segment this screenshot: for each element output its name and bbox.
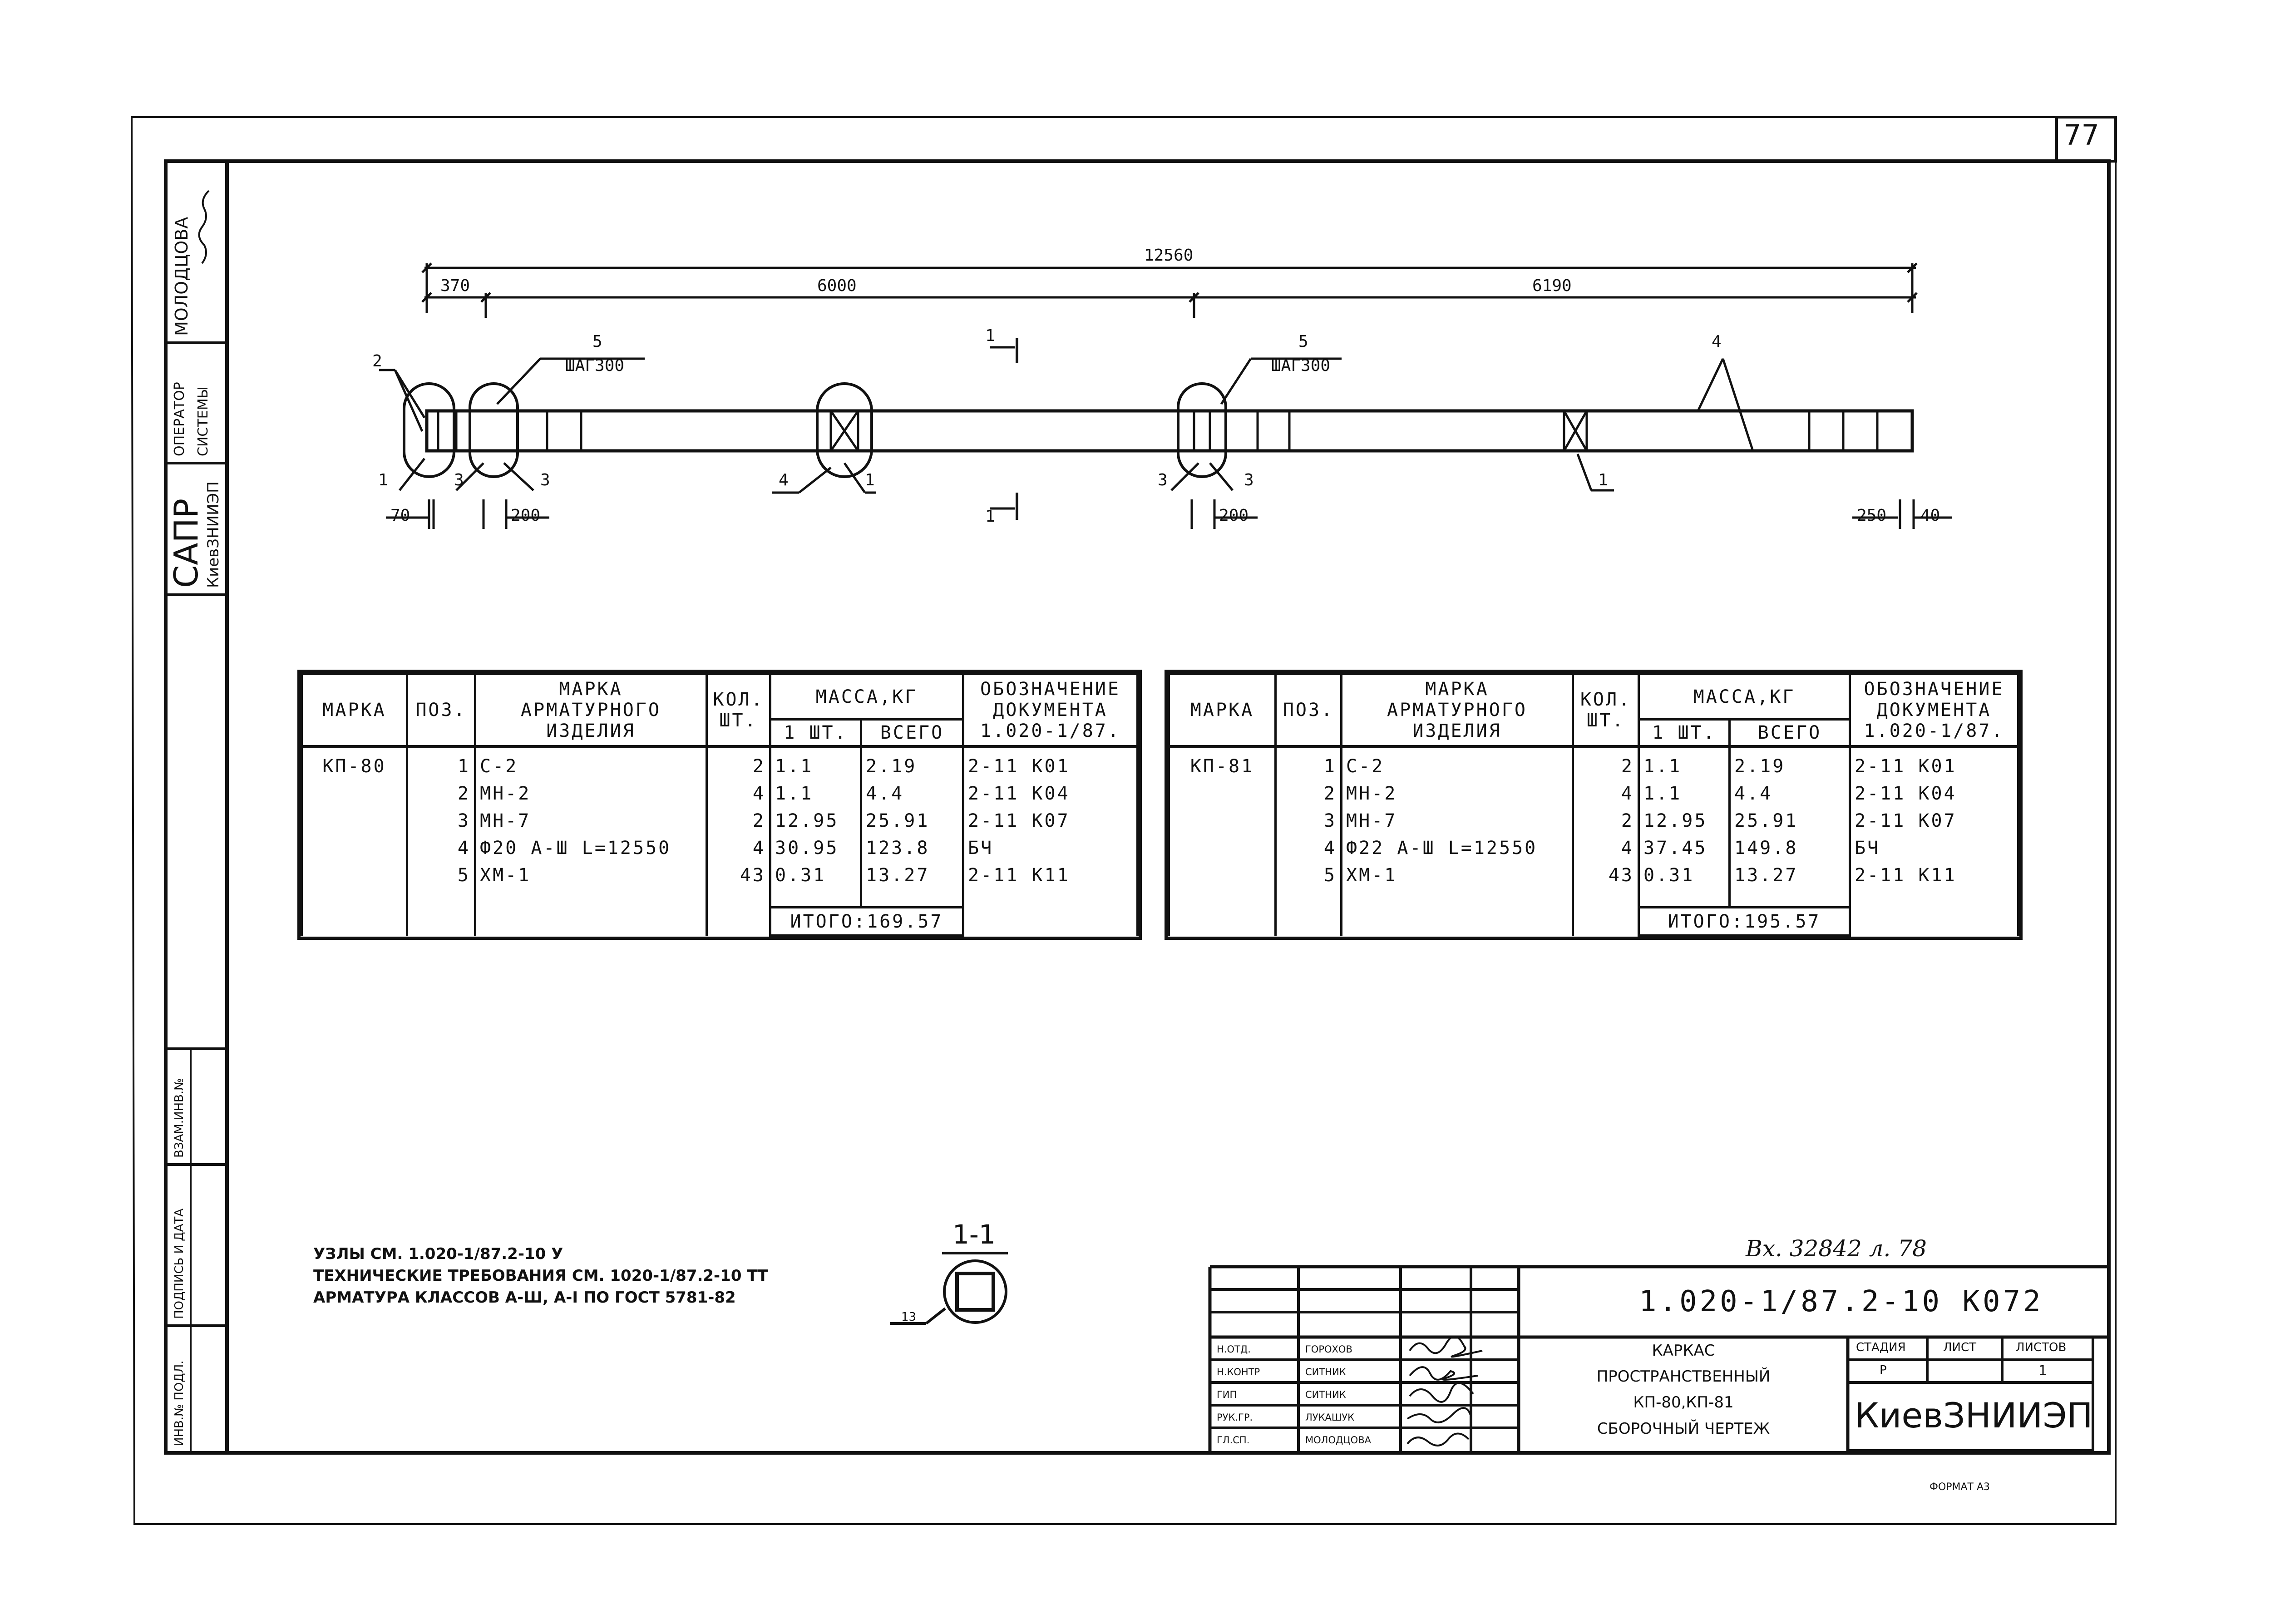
sheets-value: 1 <box>2038 1363 2048 1379</box>
name-2: СИТНИК <box>1305 1367 1346 1377</box>
header-one: 1 ШТ. <box>1639 720 1730 747</box>
note-nodes: УЗЛЫ СМ. 1.020-1/87.2-10 У <box>313 1245 563 1263</box>
dim-6190: 6190 <box>1532 276 1572 295</box>
col-vsego: 2.19 4.4 25.91 149.8 13.27 <box>1730 747 1850 908</box>
pos-1-c: 1 <box>1598 471 1608 489</box>
col-vsego: 2.19 4.4 25.91 123.8 13.27 <box>861 747 963 908</box>
header-massa: МАССА,КГ <box>770 674 963 720</box>
registration-note: Вх. 32842 л. 78 <box>1746 1235 1927 1262</box>
col-one: 1.1 1.1 12.95 30.95 0.31 <box>770 747 861 908</box>
role-4: РУК.ГР. <box>1217 1412 1253 1423</box>
header-poz: ПОЗ. <box>407 674 475 747</box>
sidebar-system: САПР <box>167 498 205 588</box>
dim-370: 370 <box>440 276 470 295</box>
sheet-label: ЛИСТ <box>1943 1341 1977 1354</box>
note-tech-req: ТЕХНИЧЕСКИЕ ТРЕБОВАНИЯ СМ. 1020-1/87.2-10 ТТ <box>313 1267 768 1285</box>
pos-5-right: 5 <box>1298 332 1308 351</box>
pos-2: 2 <box>372 352 382 370</box>
header-kol: КОЛ. ШТ. <box>707 674 770 747</box>
sidebar-vzam-inv: ВЗАМ.ИНВ.№ <box>173 1078 186 1158</box>
step-left: ШАГ300 <box>565 356 625 375</box>
col-doc: 2-11 К01 2-11 К04 2-11 К07 БЧ 2-11 К11 <box>1850 747 2018 936</box>
col-kol: 2 4 2 4 43 <box>1573 747 1639 936</box>
role-5: ГЛ.СП. <box>1217 1435 1250 1446</box>
header-izdelie: МАРКА АРМАТУРНОГО ИЗДЕЛИЯ <box>475 674 707 747</box>
note-rebar-class: АРМАТУРА КЛАССОВ А-Ш, А-I ПО ГОСТ 5781-82 <box>313 1288 736 1307</box>
header-massa: МАССА,КГ <box>1639 674 1850 720</box>
format-label: ФОРМАТ А3 <box>1930 1481 1990 1493</box>
cell-marka: КП-80 <box>302 747 407 936</box>
header-doc: ОБОЗНАЧЕНИЕ ДОКУМЕНТА 1.020-1/87. <box>1850 674 2018 747</box>
name-4: ЛУКАШУК <box>1305 1412 1355 1423</box>
header-marka: МАРКА <box>302 674 407 747</box>
col-doc: 2-11 К01 2-11 К04 2-11 К07 БЧ 2-11 К11 <box>963 747 1138 936</box>
header-vsego: ВСЕГО <box>1730 720 1850 747</box>
header-doc: ОБОЗНАЧЕНИЕ ДОКУМЕНТА 1.020-1/87. <box>963 674 1138 747</box>
header-one: 1 ШТ. <box>770 720 861 747</box>
spec-table-kp80 <box>297 670 1142 940</box>
dim-250: 250 <box>1857 506 1887 525</box>
sheet-number: 77 <box>2063 118 2099 152</box>
name-3: СИТНИК <box>1305 1389 1346 1400</box>
document-code: 1.020-1/87.2-10 К072 <box>1639 1285 2043 1318</box>
pos-1-a: 1 <box>378 471 388 489</box>
section-pos: 13 <box>901 1310 917 1324</box>
pos-3-a: 3 <box>454 471 464 489</box>
dim-total: 12560 <box>1144 246 1194 265</box>
header-poz: ПОЗ. <box>1276 674 1342 747</box>
sidebar-podpis-data: ПОДПИСЬ И ДАТА <box>173 1208 186 1319</box>
col-poz: 1 2 3 4 5 <box>407 747 475 936</box>
step-right: ШАГ300 <box>1271 356 1331 375</box>
spec-table-kp81 <box>1165 670 2023 940</box>
pos-3-d: 3 <box>1244 471 1254 489</box>
col-izdelie: С-2 МН-2 МН-7 Ф22 А-Ш L=12550 ХМ-1 <box>1342 747 1573 936</box>
pos-4-top: 4 <box>1712 332 1722 351</box>
col-kol: 2 4 2 4 43 <box>707 747 770 936</box>
header-izdelie: МАРКА АРМАТУРНОГО ИЗДЕЛИЯ <box>1342 674 1573 747</box>
sidebar-role-1: ОПЕРАТОР <box>172 382 188 456</box>
name-5: МОЛОДЦОВА <box>1305 1435 1371 1446</box>
sidebar-name: МОЛОДЦОВА <box>172 217 192 336</box>
pos-5-left: 5 <box>592 332 602 351</box>
pos-4-mid: 4 <box>779 471 789 489</box>
spec-total: ИТОГО:169.57 <box>770 908 963 936</box>
name-1: ГОРОХОВ <box>1305 1344 1352 1355</box>
stage-label: СТАДИЯ <box>1856 1341 1906 1354</box>
role-1: Н.ОТД. <box>1217 1344 1251 1355</box>
pos-1-b: 1 <box>865 471 875 489</box>
pos-3-b: 3 <box>540 471 550 489</box>
sheets-label: ЛИСТОВ <box>2016 1341 2067 1354</box>
cell-marka: КП-81 <box>1169 747 1276 936</box>
sidebar-org: КиевЗНИИЭП <box>204 481 222 588</box>
sidebar-role-2: СИСТЕМЫ <box>195 386 211 456</box>
role-2: Н.КОНТР <box>1217 1367 1260 1377</box>
dim-200-b: 200 <box>1219 506 1249 525</box>
role-3: ГИП <box>1217 1389 1237 1400</box>
col-izdelie: С-2 МН-2 МН-7 Ф20 А-Ш L=12550 ХМ-1 <box>475 747 707 936</box>
drawing-sheet: 77 МОЛОДЦОВА ОПЕРАТОР СИСТЕМЫ САПР КиевЗНИИЭП ВЗАМ.ИНВ.№ ПОДПИСЬ И ДАТА ИНВ.№ ПОДЛ. 12560 370 6000 6190 5 ШАГ300 5 ШАГ300 4 2 1 3 3 4 1 3 3 1 1 1 70 200 200 250 40 МАРКА ПОЗ. МАРКА АРМАТУРНОГО ИЗДЕЛИЯ КОЛ. ШТ. МАССА,КГ ОБОЗНАЧЕНИЕ ДОКУМЕНТА 1.020-1/87. 1 ШТ. ВСЕГО КП-80 1 2 3 4 5 С-2 МН-2 МН-7 Ф20 А-Ш L=12550 ХМ-1 2 4 2 4 43 1.1 1.1 12.95 30.95 0.31 2.19 4.4 25.91 123.8 13.27 2-11 К01 2-11 К04 2-11 К07 БЧ 2-11 К11 ИТОГО:169.57 МАРКА ПОЗ. МАРКА АРМАТУРНОГО ИЗДЕЛИЯ КОЛ. ШТ. МАССА,КГ ОБОЗНАЧЕНИЕ ДОКУМЕНТА 1.020-1/87. 1 ШТ. ВСЕГО КП-81 1 2 3 4 5 С-2 МН-2 МН-7 Ф22 А-Ш L=12550 ХМ-1 2 4 2 4 43 1.1 1.1 12.95 37.45 0.31 2.19 4.4 25.91 149.8 13.27 2-11 К01 2-11 К04 2-11 К07 БЧ 2-11 К11 ИТОГО:195.57 УЗЛЫ СМ. 1.020-1/87.2-10 У ТЕХНИЧЕСКИЕ ТРЕБОВАНИЯ СМ. 1020-1/87.2-10 ТТ АРМАТУРА КЛАССОВ А-Ш, А-I ПО ГОСТ 5781-82 1-1 13 Вх. 32842 л. 78 1.020-1/87.2-10 К072 КАРКАС ПРОСТРАНСТВЕННЫЙ КП-80,КП-81 СБОРОЧНЫЙ ЧЕРТЕЖ СТАДИЯ ЛИСТ ЛИСТОВ Р 1 КиевЗНИИЭП Н.ОТД. ГОРОХОВ Н.КОНТР СИТНИК ГИП СИТНИК РУК.ГР. ЛУКАШУК ГЛ.СП. МОЛОДЦОВА ФОРМАТ А3 <box>0 0 2270 1624</box>
pos-3-c: 3 <box>1158 471 1168 489</box>
header-kol: КОЛ. ШТ. <box>1573 674 1639 747</box>
section-mark-top: 1 <box>985 326 995 345</box>
dim-40: 40 <box>1920 506 1940 525</box>
header-marka: МАРКА <box>1169 674 1276 747</box>
organization: КиевЗНИИЭП <box>1855 1395 2093 1436</box>
spec-total: ИТОГО:195.57 <box>1639 908 1850 936</box>
dim-70: 70 <box>390 506 410 525</box>
col-one: 1.1 1.1 12.95 37.45 0.31 <box>1639 747 1730 908</box>
section-mark-bottom: 1 <box>985 507 995 526</box>
dim-6000: 6000 <box>817 276 857 295</box>
header-vsego: ВСЕГО <box>861 720 963 747</box>
stage-value: Р <box>1880 1363 1887 1377</box>
dim-200-a: 200 <box>511 506 541 525</box>
section-label: 1-1 <box>952 1219 996 1250</box>
col-poz: 1 2 3 4 5 <box>1276 747 1342 936</box>
sidebar-inv-podl: ИНВ.№ ПОДЛ. <box>173 1360 186 1446</box>
